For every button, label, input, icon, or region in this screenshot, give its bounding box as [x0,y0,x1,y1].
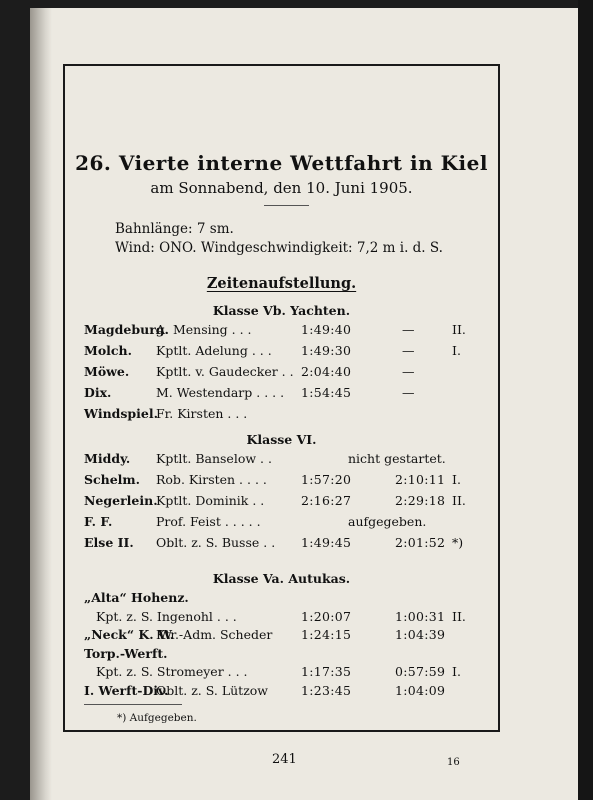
boat-name: Negerlein. [84,493,158,508]
placing: II. [452,322,466,337]
elapsed-time: 1:57:20 [301,472,352,487]
owner-name: Kpt. z. S. Ingenohl . . . [96,608,237,624]
status-note: nicht gestartet. [348,451,446,466]
table-row [84,590,484,608]
boat-name: Molch. [84,343,132,358]
course-length: Bahnlänge: 7 sm. [115,221,234,237]
owner-name: Kptlt. Dominik . . [156,493,265,508]
placing: I. [452,664,461,680]
corrected-time: 0:57:59 [395,664,446,680]
section-title: Zeitenaufstellung. [206,275,357,292]
wind-info: Wind: ONO. Windgeschwindigkeit: 7,2 m i. d. S. [115,240,443,256]
elapsed-time: 1:17:35 [301,664,352,680]
owner-name: Fr. Kirsten . . . [156,406,248,421]
table-row [84,535,484,553]
corrected-time: 1:04:39 [395,627,446,643]
scan-edge [578,0,593,800]
table-row [84,627,484,645]
footnote: *) Aufgegeben. [117,712,197,724]
placing: II. [452,608,466,624]
table-row [84,451,484,469]
elapsed-time: 1:20:07 [301,608,352,624]
boat-name: Middy. [84,451,131,466]
table-row [84,493,484,511]
corrected-time: 2:29:18 [395,493,446,508]
boat-name: Windspiel. [84,406,158,421]
owner-name: Kptlt. Banselow . . [156,451,272,466]
owner-name: Prof. Feist . . . . . [156,514,261,529]
boat-name: Else II. [84,535,134,550]
table-row [84,343,484,361]
owner-name: Kptlt. Adelung . . . [156,343,272,358]
class-heading-va: Klasse Va. Autukas. [212,571,351,586]
table-row [84,683,484,701]
corrected-time: 1:04:09 [395,683,446,698]
boat-name: Dix. [84,385,112,400]
elapsed-time: 1:23:45 [301,683,352,698]
footnote-divider [84,704,182,705]
no-corrected-time: — [402,343,415,358]
no-corrected-time: — [402,385,415,400]
placing: I. [452,343,461,358]
elapsed-time: 2:04:40 [301,364,352,379]
owner-name: A. Mensing . . . [156,322,252,337]
table-row [84,664,484,682]
corrected-time: 2:10:11 [395,472,446,487]
class-heading-vb: Klasse Vb. Yachten. [212,303,351,318]
placing: II. [452,493,466,508]
page-number: 241 [272,752,297,767]
boat-name: Schelm. [84,472,141,487]
page-frame [63,64,500,732]
class-heading-vi: Klasse VI. [246,432,317,447]
owner-name: Ktr.-Adm. Scheder [156,627,273,643]
table-row [84,609,484,627]
table-row [84,406,484,424]
page-title: 26. Vierte interne Wettfahrt in Kiel [75,151,488,175]
boat-name: Magdeburg. [84,322,169,337]
placing: *) [452,535,464,550]
placing: I. [452,472,461,487]
boat-name: F. F. [84,514,113,529]
boat-name: I. Werft-Div. [84,683,169,698]
owner-name: Oblt. z. S. Busse . . [156,535,276,550]
page-gutter-shadow [30,8,52,800]
owner-name: M. Westendarp . . . . [156,385,285,400]
no-corrected-time: — [402,322,415,337]
table-row [84,322,484,340]
table-row [84,385,484,403]
signature-mark: 16 [447,757,460,768]
boat-name: „Alta“ Hohenz. [84,590,189,605]
table-row [84,514,484,532]
table-row [84,646,484,664]
no-corrected-time: — [402,364,415,379]
table-row [84,364,484,382]
corrected-time: 1:00:31 [395,608,446,624]
table-row [84,472,484,490]
elapsed-time: 2:16:27 [301,493,352,508]
elapsed-time: 1:54:45 [301,385,352,400]
page-subtitle: am Sonnabend, den 10. Juni 1905. [150,179,413,197]
title-divider [264,205,309,206]
status-note: aufgegeben. [348,514,427,529]
owner-name: Rob. Kirsten . . . . [156,472,267,487]
boat-name: „Neck“ K. W. [84,627,175,643]
owner-name: Kptlt. v. Gaudecker . . [156,364,294,379]
elapsed-time: 1:49:30 [301,343,352,358]
owner-name: Kpt. z. S. Stromeyer . . . [96,664,248,680]
boat-name: Torp.-Werft. [84,645,168,661]
elapsed-time: 1:49:40 [301,322,352,337]
elapsed-time: 1:24:15 [301,627,352,643]
corrected-time: 2:01:52 [395,535,446,550]
elapsed-time: 1:49:45 [301,535,352,550]
owner-name: Oblt. z. S. Lützow [156,683,268,698]
boat-name: Möwe. [84,364,130,379]
